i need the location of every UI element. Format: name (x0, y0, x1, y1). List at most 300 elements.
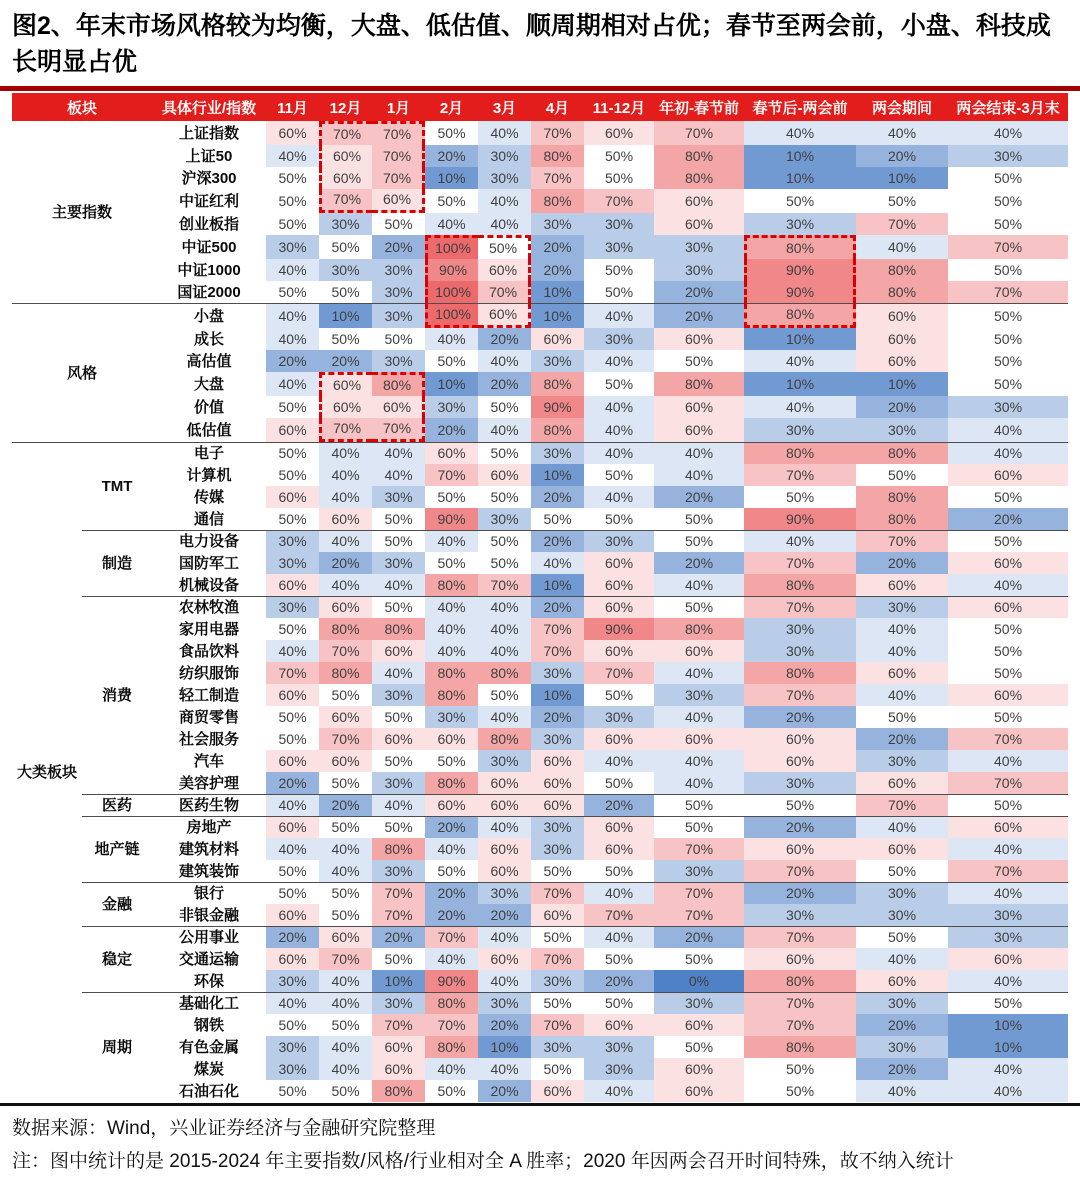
sector-group-cell: 大类板块 (12, 442, 82, 1102)
win-rate-cell: 30% (319, 259, 372, 281)
win-rate-cell: 60% (372, 396, 425, 418)
win-rate-cell: 90% (744, 281, 856, 303)
win-rate-cell: 50% (584, 948, 654, 970)
win-rate-cell: 10% (948, 1014, 1068, 1036)
win-rate-cell: 60% (584, 640, 654, 662)
column-header-period: 1月 (372, 93, 425, 121)
win-rate-cell: 50% (319, 235, 372, 259)
win-rate-cell: 50% (744, 794, 856, 816)
win-rate-cell: 40% (478, 1058, 531, 1080)
win-rate-cell: 70% (319, 189, 372, 213)
win-rate-cell: 60% (584, 574, 654, 596)
win-rate-cell: 50% (584, 167, 654, 189)
win-rate-cell: 40% (584, 418, 654, 442)
win-rate-cell: 50% (654, 1036, 744, 1058)
win-rate-cell: 30% (478, 145, 531, 167)
win-rate-cell: 50% (948, 640, 1068, 662)
win-rate-cell: 70% (425, 926, 478, 948)
win-rate-cell: 70% (584, 904, 654, 926)
win-rate-cell: 50% (654, 794, 744, 816)
table-row (12, 684, 1068, 706)
win-rate-cell: 30% (372, 860, 425, 882)
win-rate-cell: 80% (531, 189, 584, 213)
table-row (12, 235, 1068, 259)
win-rate-cell: 30% (425, 706, 478, 728)
win-rate-cell: 70% (744, 860, 856, 882)
win-rate-cell: 30% (744, 772, 856, 794)
win-rate-cell: 80% (654, 145, 744, 167)
win-rate-cell: 80% (654, 618, 744, 640)
win-rate-cell: 40% (425, 618, 478, 640)
table-row (12, 882, 1068, 904)
industry-name-cell: 纺织服饰 (152, 662, 266, 684)
win-rate-cell: 70% (372, 904, 425, 926)
win-rate-cell: 50% (319, 684, 372, 706)
win-rate-cell: 30% (478, 750, 531, 772)
win-rate-cell: 60% (478, 860, 531, 882)
win-rate-cell: 40% (478, 706, 531, 728)
win-rate-cell: 20% (478, 1014, 531, 1036)
win-rate-cell: 90% (744, 259, 856, 281)
win-rate-cell: 80% (744, 235, 856, 259)
industry-name-cell: 中证红利 (152, 189, 266, 213)
win-rate-cell: 20% (654, 552, 744, 574)
win-rate-cell: 90% (425, 970, 478, 992)
industry-name-cell: 汽车 (152, 750, 266, 772)
win-rate-cell: 50% (531, 1058, 584, 1080)
win-rate-cell: 40% (654, 662, 744, 684)
win-rate-cell: 60% (319, 508, 372, 530)
win-rate-cell: 80% (856, 486, 948, 508)
win-rate-cell: 40% (948, 574, 1068, 596)
win-rate-cell: 40% (584, 350, 654, 372)
win-rate-cell: 10% (744, 328, 856, 350)
win-rate-cell: 60% (584, 121, 654, 145)
win-rate-cell: 40% (584, 926, 654, 948)
win-rate-cell: 60% (319, 926, 372, 948)
win-rate-cell: 50% (266, 213, 319, 235)
win-rate-cell: 60% (266, 750, 319, 772)
win-rate-cell: 80% (856, 508, 948, 530)
win-rate-cell: 30% (744, 904, 856, 926)
win-rate-cell: 40% (856, 640, 948, 662)
win-rate-cell: 60% (856, 772, 948, 794)
industry-name-cell: 环保 (152, 970, 266, 992)
column-header-period: 春节后-两会前 (744, 93, 856, 121)
win-rate-cell: 70% (948, 772, 1068, 794)
win-rate-cell: 30% (654, 860, 744, 882)
win-rate-cell: 60% (319, 145, 372, 167)
win-rate-cell: 40% (744, 530, 856, 552)
win-rate-cell: 10% (744, 145, 856, 167)
win-rate-cell: 30% (425, 396, 478, 418)
win-rate-cell: 60% (531, 772, 584, 794)
win-rate-cell: 60% (654, 640, 744, 662)
industry-name-cell: 价值 (152, 396, 266, 418)
table-row (12, 530, 1068, 552)
table-row (12, 464, 1068, 486)
win-rate-cell: 70% (948, 860, 1068, 882)
win-rate-cell: 30% (744, 618, 856, 640)
win-rate-cell: 40% (478, 970, 531, 992)
win-rate-cell: 50% (948, 618, 1068, 640)
win-rate-cell: 60% (478, 464, 531, 486)
industry-name-cell: 基础化工 (152, 992, 266, 1014)
win-rate-cell: 60% (266, 486, 319, 508)
win-rate-cell: 10% (744, 167, 856, 189)
win-rate-cell: 80% (744, 970, 856, 992)
win-rate-cell: 50% (654, 596, 744, 618)
sector-group-cell: 主要指数 (12, 121, 152, 303)
win-rate-cell: 80% (425, 1036, 478, 1058)
win-rate-cell: 30% (531, 442, 584, 464)
win-rate-cell: 70% (372, 882, 425, 904)
win-rate-cell: 30% (372, 259, 425, 281)
win-rate-cell: 40% (948, 970, 1068, 992)
win-rate-cell: 50% (425, 552, 478, 574)
win-rate-cell: 60% (948, 684, 1068, 706)
data-source-note: 数据来源：Wind，兴业证券经济与金融研究院整理 (12, 1118, 436, 1139)
win-rate-cell: 30% (948, 904, 1068, 926)
win-rate-cell: 60% (372, 728, 425, 750)
win-rate-cell: 10% (948, 1036, 1068, 1058)
win-rate-cell: 80% (425, 772, 478, 794)
win-rate-cell: 50% (319, 1080, 372, 1102)
win-rate-cell: 40% (654, 574, 744, 596)
industry-name-cell: 机械设备 (152, 574, 266, 596)
win-rate-cell: 50% (319, 328, 372, 350)
win-rate-cell: 40% (319, 464, 372, 486)
column-header-industry: 具体行业/指数 (152, 93, 266, 121)
table-row (12, 442, 1068, 464)
win-rate-cell: 50% (744, 1058, 856, 1080)
win-rate-cell: 30% (372, 772, 425, 794)
win-rate-cell: 70% (744, 552, 856, 574)
win-rate-cell: 70% (856, 530, 948, 552)
win-rate-cell: 50% (948, 167, 1068, 189)
table-row (12, 816, 1068, 838)
win-rate-cell: 60% (856, 662, 948, 684)
win-rate-cell: 50% (744, 1080, 856, 1102)
table-row (12, 281, 1068, 303)
win-rate-cell: 80% (654, 167, 744, 189)
table-row (12, 303, 1068, 328)
win-rate-cell: 70% (319, 948, 372, 970)
win-rate-cell: 40% (478, 618, 531, 640)
win-rate-cell: 20% (584, 970, 654, 992)
win-rate-cell: 20% (372, 926, 425, 948)
win-rate-cell: 60% (319, 706, 372, 728)
sector-subgroup-cell: 地产链 (82, 816, 152, 882)
win-rate-cell: 40% (319, 838, 372, 860)
win-rate-cell: 40% (856, 235, 948, 259)
win-rate-cell: 40% (856, 684, 948, 706)
win-rate-cell: 70% (372, 145, 425, 167)
win-rate-cell: 30% (856, 750, 948, 772)
win-rate-cell: 30% (266, 1058, 319, 1080)
win-rate-cell: 40% (266, 794, 319, 816)
win-rate-cell: 50% (584, 684, 654, 706)
win-rate-cell: 50% (425, 1080, 478, 1102)
industry-name-cell: 中证1000 (152, 259, 266, 281)
column-header-period: 4月 (531, 93, 584, 121)
win-rate-cell: 50% (948, 350, 1068, 372)
win-rate-cell: 30% (584, 706, 654, 728)
win-rate-cell: 70% (744, 1014, 856, 1036)
win-rate-cell: 20% (531, 706, 584, 728)
win-rate-cell: 60% (319, 750, 372, 772)
win-rate-cell: 50% (319, 772, 372, 794)
win-rate-cell: 50% (856, 189, 948, 213)
win-rate-cell: 50% (654, 816, 744, 838)
win-rate-cell: 40% (654, 706, 744, 728)
win-rate-cell: 50% (372, 750, 425, 772)
column-header-period: 两会结束-3月末 (948, 93, 1068, 121)
win-rate-cell: 30% (372, 992, 425, 1014)
win-rate-cell: 50% (478, 396, 531, 418)
win-rate-cell: 80% (744, 442, 856, 464)
table-row (12, 552, 1068, 574)
win-rate-cell: 60% (654, 189, 744, 213)
win-rate-cell: 60% (584, 838, 654, 860)
column-header-sector: 板块 (12, 93, 152, 121)
win-rate-cell: 70% (654, 838, 744, 860)
win-rate-cell: 50% (654, 948, 744, 970)
win-rate-cell: 50% (266, 396, 319, 418)
win-rate-cell: 40% (584, 750, 654, 772)
win-rate-cell: 50% (856, 926, 948, 948)
win-rate-cell: 60% (856, 970, 948, 992)
win-rate-cell: 70% (948, 728, 1068, 750)
win-rate-cell: 90% (584, 618, 654, 640)
win-rate-cell: 20% (856, 145, 948, 167)
win-rate-cell: 70% (744, 926, 856, 948)
industry-name-cell: 电子 (152, 442, 266, 464)
table-row (12, 486, 1068, 508)
win-rate-cell: 40% (425, 948, 478, 970)
win-rate-cell: 0% (654, 970, 744, 992)
win-rate-cell: 50% (319, 816, 372, 838)
industry-name-cell: 上证指数 (152, 121, 266, 145)
win-rate-cell: 30% (266, 235, 319, 259)
industry-name-cell: 医药生物 (152, 794, 266, 816)
win-rate-cell: 20% (319, 552, 372, 574)
industry-name-cell: 传媒 (152, 486, 266, 508)
win-rate-cell: 70% (654, 121, 744, 145)
win-rate-cell: 60% (744, 728, 856, 750)
win-rate-cell: 30% (856, 882, 948, 904)
table-row (12, 259, 1068, 281)
win-rate-cell: 30% (531, 1036, 584, 1058)
table-row (12, 948, 1068, 970)
win-rate-cell: 20% (478, 904, 531, 926)
win-rate-cell: 30% (372, 350, 425, 372)
win-rate-cell: 70% (425, 464, 478, 486)
win-rate-cell: 80% (744, 1036, 856, 1058)
win-rate-cell: 30% (584, 1058, 654, 1080)
win-rate-cell: 50% (372, 213, 425, 235)
win-rate-cell: 50% (531, 508, 584, 530)
table-row (12, 662, 1068, 684)
win-rate-cell: 60% (266, 418, 319, 442)
win-rate-cell: 60% (856, 350, 948, 372)
win-rate-cell: 50% (266, 281, 319, 303)
win-rate-cell: 70% (478, 574, 531, 596)
win-rate-cell: 30% (584, 235, 654, 259)
win-rate-cell: 30% (744, 213, 856, 235)
win-rate-cell: 70% (948, 281, 1068, 303)
win-rate-cell: 40% (319, 1058, 372, 1080)
table-row (12, 167, 1068, 189)
win-rate-cell: 20% (856, 552, 948, 574)
win-rate-cell: 30% (948, 396, 1068, 418)
win-rate-cell: 30% (372, 486, 425, 508)
industry-name-cell: 交通运输 (152, 948, 266, 970)
win-rate-cell: 60% (372, 640, 425, 662)
industry-name-cell: 上证50 (152, 145, 266, 167)
win-rate-cell: 60% (319, 372, 372, 396)
win-rate-cell: 70% (372, 121, 425, 145)
win-rate-cell: 50% (266, 882, 319, 904)
industry-name-cell: 石油石化 (152, 1080, 266, 1102)
win-rate-cell: 40% (478, 418, 531, 442)
win-rate-cell: 40% (856, 121, 948, 145)
win-rate-cell: 10% (372, 970, 425, 992)
win-rate-cell: 40% (654, 772, 744, 794)
win-rate-cell: 50% (266, 508, 319, 530)
win-rate-cell: 60% (478, 794, 531, 816)
win-rate-cell: 30% (531, 816, 584, 838)
industry-name-cell: 建筑材料 (152, 838, 266, 860)
win-rate-cell: 40% (948, 838, 1068, 860)
win-rate-cell: 60% (531, 750, 584, 772)
win-rate-cell: 60% (425, 794, 478, 816)
win-rate-cell: 40% (319, 970, 372, 992)
win-rate-cell: 70% (744, 684, 856, 706)
win-rate-cell: 80% (531, 418, 584, 442)
win-rate-cell: 70% (531, 882, 584, 904)
win-rate-cell: 70% (531, 167, 584, 189)
win-rate-cell: 50% (948, 794, 1068, 816)
win-rate-cell: 60% (948, 552, 1068, 574)
win-rate-cell: 50% (478, 442, 531, 464)
win-rate-cell: 70% (319, 418, 372, 442)
win-rate-cell: 30% (744, 640, 856, 662)
win-rate-cell: 50% (478, 684, 531, 706)
win-rate-cell: 70% (531, 948, 584, 970)
win-rate-cell: 40% (319, 486, 372, 508)
win-rate-cell: 10% (531, 574, 584, 596)
column-header-period: 11-12月 (584, 93, 654, 121)
table-row (12, 372, 1068, 396)
win-rate-cell: 50% (372, 816, 425, 838)
sector-subgroup-cell: 金融 (82, 882, 152, 926)
win-rate-cell: 40% (266, 640, 319, 662)
sector-group-cell: 风格 (12, 303, 152, 442)
win-rate-cell: 50% (266, 1014, 319, 1036)
win-rate-cell: 30% (478, 882, 531, 904)
table-row (12, 838, 1068, 860)
table-row (12, 992, 1068, 1014)
win-rate-cell: 70% (531, 1014, 584, 1036)
win-rate-cell: 30% (478, 167, 531, 189)
win-rate-cell: 20% (425, 145, 478, 167)
win-rate-cell: 40% (372, 464, 425, 486)
win-rate-cell: 20% (531, 235, 584, 259)
win-rate-cell: 60% (319, 596, 372, 618)
win-rate-cell: 30% (531, 838, 584, 860)
win-rate-cell: 60% (948, 948, 1068, 970)
table-row (12, 121, 1068, 145)
sector-subgroup-cell: 消费 (82, 596, 152, 794)
win-rate-cell: 40% (372, 662, 425, 684)
win-rate-cell: 80% (856, 281, 948, 303)
industry-name-cell: 银行 (152, 882, 266, 904)
win-rate-cell: 50% (266, 189, 319, 213)
win-rate-cell: 30% (531, 213, 584, 235)
win-rate-cell: 40% (478, 596, 531, 618)
win-rate-cell: 40% (372, 574, 425, 596)
win-rate-cell: 50% (948, 706, 1068, 728)
win-rate-cell: 30% (531, 728, 584, 750)
win-rate-cell: 30% (856, 596, 948, 618)
win-rate-cell: 60% (266, 904, 319, 926)
industry-name-cell: 沪深300 (152, 167, 266, 189)
win-rate-cell: 80% (425, 684, 478, 706)
win-rate-cell: 40% (948, 882, 1068, 904)
industry-name-cell: 商贸零售 (152, 706, 266, 728)
win-rate-cell: 20% (531, 486, 584, 508)
win-rate-cell: 40% (372, 794, 425, 816)
win-rate-cell: 50% (948, 328, 1068, 350)
industry-name-cell: 电力设备 (152, 530, 266, 552)
win-rate-cell: 50% (744, 486, 856, 508)
win-rate-cell: 50% (425, 189, 478, 213)
win-rate-cell: 40% (266, 328, 319, 350)
win-rate-cell: 40% (425, 838, 478, 860)
win-rate-cell: 80% (478, 662, 531, 684)
win-rate-cell: 40% (584, 1080, 654, 1102)
win-rate-cell: 50% (531, 860, 584, 882)
win-rate-cell: 70% (478, 281, 531, 303)
table-row (12, 970, 1068, 992)
industry-name-cell: 成长 (152, 328, 266, 350)
win-rate-cell: 70% (372, 1014, 425, 1036)
win-rate-cell: 70% (856, 794, 948, 816)
win-rate-cell: 20% (319, 794, 372, 816)
win-rate-cell: 20% (531, 596, 584, 618)
table-row (12, 794, 1068, 816)
win-rate-cell: 20% (584, 794, 654, 816)
win-rate-cell: 50% (266, 728, 319, 750)
table-row (12, 596, 1068, 618)
win-rate-cell: 20% (425, 418, 478, 442)
column-header-period: 3月 (478, 93, 531, 121)
win-rate-cell: 50% (856, 860, 948, 882)
table-row (12, 926, 1068, 948)
win-rate-cell: 50% (654, 508, 744, 530)
industry-name-cell: 小盘 (152, 303, 266, 328)
table-row (12, 860, 1068, 882)
win-rate-cell: 100% (425, 303, 478, 328)
figure-footer (12, 1106, 1068, 1178)
win-rate-cell: 60% (478, 948, 531, 970)
win-rate-cell: 60% (856, 303, 948, 328)
industry-name-cell: 国证2000 (152, 281, 266, 303)
win-rate-cell: 50% (319, 882, 372, 904)
win-rate-cell: 80% (319, 662, 372, 684)
win-rate-cell: 20% (478, 1080, 531, 1102)
